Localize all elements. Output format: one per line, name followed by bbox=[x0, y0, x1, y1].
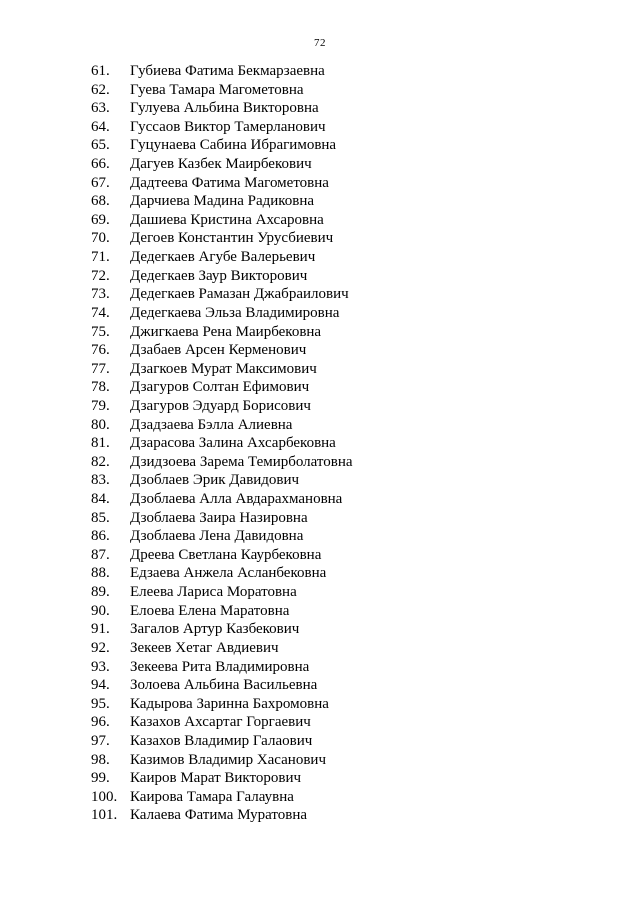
list-item-number: 87. bbox=[91, 546, 110, 563]
list-item bbox=[91, 564, 353, 583]
list-item bbox=[91, 192, 353, 211]
list-item-name: Дедегкаев Заур Викторович bbox=[130, 267, 308, 284]
list-item-number: 76. bbox=[91, 342, 110, 359]
list-item-number: 78. bbox=[91, 379, 110, 396]
list-item-name: Дедегкаев Рамазан Джабраилович bbox=[130, 286, 349, 303]
list-item bbox=[91, 658, 353, 677]
list-item bbox=[91, 713, 353, 732]
list-item bbox=[91, 341, 353, 360]
list-item bbox=[91, 136, 353, 155]
list-item-name: Джигкаева Рена Маирбековна bbox=[130, 323, 322, 340]
name-list bbox=[91, 62, 353, 825]
list-item bbox=[91, 211, 353, 230]
list-item-name: Губиева Фатима Бекмарзаевна bbox=[130, 63, 325, 79]
list-item-number: 64. bbox=[91, 118, 110, 135]
list-item bbox=[91, 806, 353, 825]
list-item-number: 66. bbox=[91, 156, 110, 173]
list-item-name: Дзагкоев Мурат Максимович bbox=[130, 360, 317, 377]
list-item-number: 75. bbox=[91, 323, 110, 340]
list-item-name: Казахов Владимир Галаович bbox=[130, 732, 313, 749]
list-item bbox=[91, 81, 353, 100]
list-item-name: Дзоблаев Эрик Давидович bbox=[130, 472, 300, 489]
list-item-name: Дагуев Казбек Маирбекович bbox=[130, 156, 312, 173]
list-item-name: Кадырова Заринна Бахромовна bbox=[130, 695, 329, 712]
list-item-number: 61. bbox=[91, 63, 110, 79]
list-item bbox=[91, 360, 353, 379]
list-item-name: Дзоблаева Лена Давидовна bbox=[130, 528, 304, 545]
list-item-name: Загалов Артур Казбекович bbox=[130, 621, 300, 638]
list-item-name: Дзагуров Солтан Ефимович bbox=[130, 379, 310, 396]
list-item-number: 80. bbox=[91, 416, 110, 433]
list-item bbox=[91, 769, 353, 788]
list-item bbox=[91, 323, 353, 342]
list-item-number: 82. bbox=[91, 453, 110, 470]
list-item-number: 83. bbox=[91, 472, 110, 489]
list-item bbox=[91, 639, 353, 658]
list-item-name: Гуссаов Виктор Тамерланович bbox=[130, 118, 326, 135]
list-item-name: Дзарасова Залина Ахсарбековна bbox=[130, 435, 336, 452]
list-item-name: Дреева Светлана Каурбековна bbox=[130, 546, 322, 563]
list-item-number: 69. bbox=[91, 211, 110, 228]
list-item-number: 79. bbox=[91, 397, 110, 414]
list-item bbox=[91, 248, 353, 267]
list-item-name: Гуцунаева Сабина Ибрагимовна bbox=[130, 137, 337, 154]
list-item-number: 68. bbox=[91, 193, 110, 210]
list-item bbox=[91, 620, 353, 639]
list-item-number: 89. bbox=[91, 584, 110, 601]
list-item bbox=[91, 397, 353, 416]
list-item bbox=[91, 695, 353, 714]
list-item bbox=[91, 453, 353, 472]
list-item bbox=[91, 229, 353, 248]
list-item-name: Калаева Фатима Муратовна bbox=[130, 807, 308, 824]
list-item-number: 77. bbox=[91, 360, 110, 377]
list-item bbox=[91, 788, 353, 807]
list-item-name: Дзоблаева Заира Назировна bbox=[130, 509, 308, 526]
list-item bbox=[91, 267, 353, 286]
list-item-name: Золоева Альбина Васильевна bbox=[130, 677, 318, 694]
list-item-name: Дзадзаева Бэлла Алиевна bbox=[130, 416, 293, 433]
list-item bbox=[91, 471, 353, 490]
list-item-number: 90. bbox=[91, 602, 110, 619]
list-item-name: Казахов Ахсартаг Горгаевич bbox=[130, 714, 311, 731]
list-item-name: Едзаева Анжела Асланбековна bbox=[130, 565, 327, 582]
list-item-number: 71. bbox=[91, 249, 110, 266]
list-item-number: 92. bbox=[91, 639, 110, 656]
list-item bbox=[91, 732, 353, 751]
list-item bbox=[91, 99, 353, 118]
list-item-number: 98. bbox=[91, 751, 110, 768]
list-item-name: Дедегкаева Эльза Владимировна bbox=[130, 304, 340, 321]
list-item bbox=[91, 434, 353, 453]
list-item-number: 84. bbox=[91, 491, 110, 508]
list-item-name: Дедегкаев Агубе Валерьевич bbox=[130, 249, 316, 266]
list-item-number: 93. bbox=[91, 658, 110, 675]
list-item-number: 63. bbox=[91, 100, 110, 117]
list-item bbox=[91, 174, 353, 193]
list-item-name: Дзоблаева Алла Авдарахмановна bbox=[130, 491, 343, 508]
list-item bbox=[91, 62, 353, 81]
list-item-number: 97. bbox=[91, 732, 110, 749]
list-item-name: Елеева Лариса Моратовна bbox=[130, 584, 297, 601]
list-item bbox=[91, 285, 353, 304]
list-item-number: 99. bbox=[91, 770, 110, 787]
list-item-name: Дегоев Константин Урусбиевич bbox=[130, 230, 334, 247]
list-item bbox=[91, 155, 353, 174]
list-item-number: 96. bbox=[91, 714, 110, 731]
list-item-name: Гулуева Альбина Викторовна bbox=[130, 100, 319, 117]
list-item-name: Казимов Владимир Хасанович bbox=[130, 751, 326, 768]
list-item-name: Дашиева Кристина Ахсаровна bbox=[130, 211, 324, 228]
list-item bbox=[91, 118, 353, 137]
list-item-name: Дарчиева Мадина Радиковна bbox=[130, 193, 315, 210]
list-item-number: 85. bbox=[91, 509, 110, 526]
list-item bbox=[91, 490, 353, 509]
list-item-number: 67. bbox=[91, 174, 110, 191]
list-item-number: 88. bbox=[91, 565, 110, 582]
list-item bbox=[91, 527, 353, 546]
list-item bbox=[91, 304, 353, 323]
list-item bbox=[91, 509, 353, 528]
list-item-number: 65. bbox=[91, 137, 110, 154]
list-item bbox=[91, 416, 353, 435]
list-item-name: Дадтеева Фатима Магометовна bbox=[130, 174, 329, 191]
list-item-name: Зекеева Рита Владимировна bbox=[130, 658, 310, 675]
list-item-number: 86. bbox=[91, 528, 110, 545]
list-item-number: 94. bbox=[91, 677, 110, 694]
list-item-number: 73. bbox=[91, 286, 110, 303]
list-item-name: Дзидзоева Зарема Темирболатовна bbox=[130, 453, 353, 470]
list-item-number: 91. bbox=[91, 621, 110, 638]
list-item-name: Дзагуров Эдуард Борисович bbox=[130, 397, 311, 414]
list-item-name: Каиров Марат Викторович bbox=[130, 770, 302, 787]
list-item-name: Гуева Тамара Магометовна bbox=[130, 81, 304, 98]
list-item bbox=[91, 583, 353, 602]
list-item bbox=[91, 546, 353, 565]
list-item bbox=[91, 676, 353, 695]
list-item-number: 62. bbox=[91, 81, 110, 98]
list-item-number: 95. bbox=[91, 695, 110, 712]
list-item bbox=[91, 602, 353, 621]
page-number: 72 bbox=[314, 37, 326, 49]
list-item-number: 81. bbox=[91, 435, 110, 452]
list-item-number: 100. bbox=[91, 788, 118, 805]
list-item-number: 72. bbox=[91, 267, 110, 284]
list-item-name: Дзабаев Арсен Керменович bbox=[130, 342, 307, 359]
list-item-name: Зекеев Хетаг Авдиевич bbox=[130, 639, 279, 656]
list-item-number: 70. bbox=[91, 230, 110, 247]
list-item bbox=[91, 751, 353, 770]
list-item bbox=[91, 378, 353, 397]
list-item-number: 101. bbox=[91, 807, 118, 824]
list-item-name: Елоева Елена Маратовна bbox=[130, 602, 290, 619]
list-item-name: Каирова Тамара Галаувна bbox=[130, 788, 294, 805]
list-item-number: 74. bbox=[91, 304, 110, 321]
